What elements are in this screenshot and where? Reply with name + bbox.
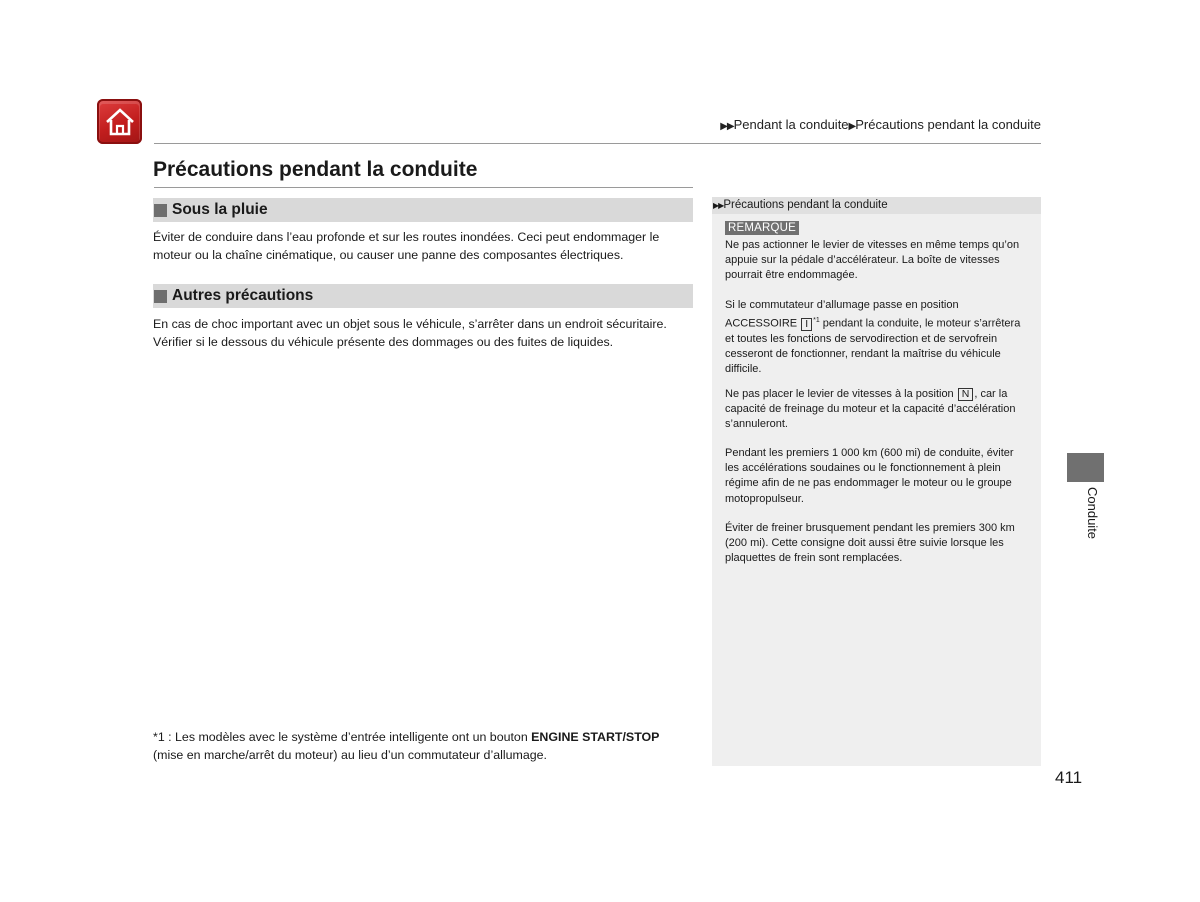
note-paragraph-4 xyxy=(725,446,1035,507)
note-text: , car la xyxy=(974,388,1008,400)
side-note-box xyxy=(712,197,1041,766)
side-note-heading xyxy=(712,197,1041,214)
header-divider xyxy=(154,143,1041,144)
note-line: Éviter de freiner brusquement pendant les premiers 300 km xyxy=(725,522,1015,534)
section-heading-rain xyxy=(153,198,693,222)
note-text: ACCESSOIRE xyxy=(725,317,798,330)
page-number: 411 xyxy=(1055,768,1083,787)
note-paragraph-2 xyxy=(725,298,1035,378)
footnote-prefix: *1 : Les modèles avec le système d’entrée intelligente ont un bouton xyxy=(153,730,532,744)
remark-badge: REMARQUE xyxy=(725,221,799,235)
note-line: appuie sur la pédale d’accélérateur. La boîte de vitesses xyxy=(725,254,1000,267)
breadcrumb xyxy=(720,117,1041,132)
section-heading-label: Autres précautions xyxy=(172,287,314,304)
note-line: Ne pas actionner le levier de vitesses en même temps qu’on xyxy=(725,239,1020,251)
note-line: Si le commutateur d’allumage passe en position xyxy=(725,299,959,311)
section-bullet-icon xyxy=(154,290,167,303)
text-line: En cas de choc important avec un objet sous le véhicule, s’arrêter dans un endroit sécuritaire. xyxy=(153,317,667,331)
note-paragraph-5 xyxy=(725,521,1035,567)
home-button[interactable] xyxy=(97,99,142,144)
note-paragraph-1 xyxy=(725,238,1035,284)
text-line: moteur ou la chaîne cinématique, ou causer une panne des composantes électriques. xyxy=(153,248,624,262)
footnote-suffix: (mise en marche/arrêt du moteur) au lieu d’un commutateur d’allumage. xyxy=(153,748,547,762)
section-text-other xyxy=(153,315,698,351)
gear-position-key: N xyxy=(958,388,974,401)
note-line: Pendant les premiers 1 000 km (600 mi) de conduite, éviter xyxy=(725,447,1014,459)
note-text: pendant la conduite, le moteur s’arrêtera xyxy=(819,317,1021,330)
text-line: Vérifier si le dessous du véhicule présente des dommages ou des fuites de liquides. xyxy=(153,335,614,349)
section-heading-other xyxy=(153,284,693,308)
note-line: plaquettes de frein sont remplacées. xyxy=(725,552,903,565)
note-paragraph-3 xyxy=(725,387,1035,433)
note-line: les accélérations soudaines ou le fonctionnement à plein xyxy=(725,462,1001,475)
note-line xyxy=(725,387,1035,402)
footnote-button-name: ENGINE START/STOP xyxy=(531,730,660,744)
note-line: capacité de freinage du moteur et la capacité d’accélération xyxy=(725,403,1016,416)
page-title: Précautions pendant la conduite xyxy=(153,158,478,181)
note-line xyxy=(725,313,1035,332)
section-bullet-icon xyxy=(154,204,167,217)
text-line: Éviter de conduire dans l’eau profonde et sur les routes inondées. Ceci peut endommager le xyxy=(153,230,660,244)
breadcrumb-link-precautions[interactable]: Précautions pendant la conduite xyxy=(855,117,1041,132)
note-line: régime afin de ne pas endommager le moteur ou le groupe xyxy=(725,477,1012,490)
breadcrumb-arrow-icon: ▶ xyxy=(848,121,856,132)
section-text-rain xyxy=(153,228,698,264)
note-line: pourrait être endommagée. xyxy=(725,269,858,282)
reference-arrow-icon: ▶▶ xyxy=(713,201,724,210)
note-line: (200 mi). Cette consigne doit aussi être suivie lorsque les xyxy=(725,537,1004,550)
note-line: cesseront de fonctionner, rendant la maîtrise du véhicule xyxy=(725,348,1001,361)
note-line: et toutes les fonctions de servodirection et de servofrein xyxy=(725,333,998,346)
note-text: Ne pas placer le levier de vitesses à la position xyxy=(725,388,957,400)
chapter-tab-label[interactable]: Conduite xyxy=(1085,487,1100,540)
note-line: difficile. xyxy=(725,363,762,376)
note-line: s’annuleront. xyxy=(725,418,788,431)
side-note-heading-label: Précautions pendant la conduite xyxy=(723,199,888,211)
title-divider xyxy=(154,187,693,188)
chapter-tab[interactable] xyxy=(1067,453,1104,482)
note-line: motopropulseur. xyxy=(725,492,804,505)
home-icon xyxy=(104,107,136,137)
breadcrumb-link-driving[interactable]: Pendant la conduite xyxy=(733,117,849,132)
footnote-ref: *1 xyxy=(813,317,820,325)
breadcrumb-arrow-icon: ▶▶ xyxy=(720,121,734,132)
footnote xyxy=(153,728,713,764)
section-heading-label: Sous la pluie xyxy=(172,201,268,218)
ignition-position-key: I xyxy=(801,318,812,331)
